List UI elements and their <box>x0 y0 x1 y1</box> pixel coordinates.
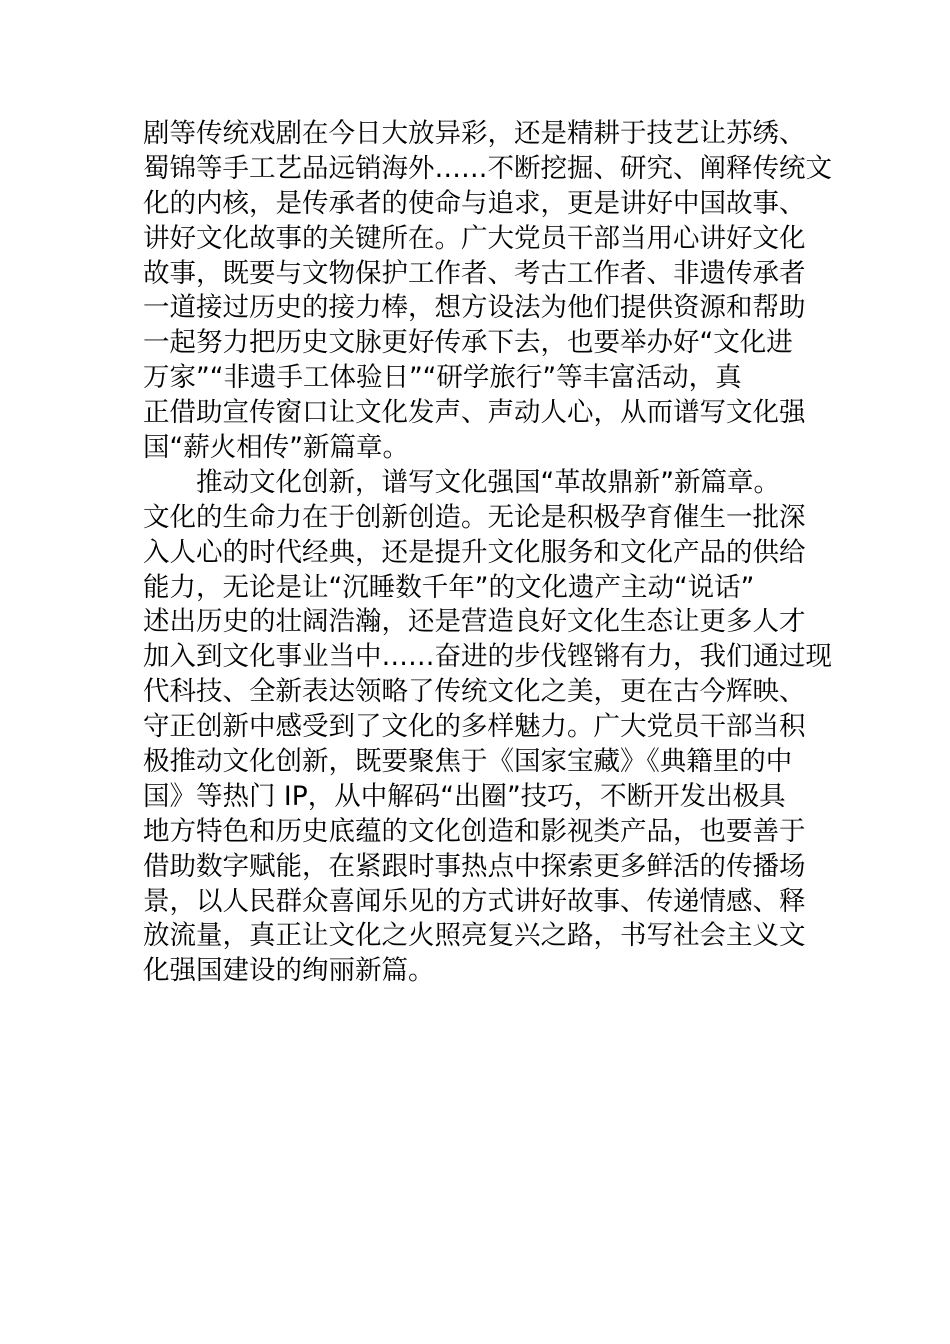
text-line: 讲好文化故事的关键所在。广大党员干部当用心讲好文化 <box>143 222 806 254</box>
text-line: 剧等传统戏剧在今日大放异彩，还是精耕于技艺让苏绣、 <box>143 118 806 149</box>
text-line: 正借助宣传窗口让文化发声、声动人心，从而谱写文化强 <box>143 397 806 429</box>
text-line: 万家”“非遗手工体验日”“研学旅行”等丰富活动，真 <box>143 362 742 394</box>
text-line: 国》等热门 IP，从中解码“出圈”技巧，不断开发出极具 <box>143 780 786 812</box>
text-line: 守正创新中感受到了文化的多样魅力。广大党员干部当积 <box>143 711 806 743</box>
text-line: 化强国建设的绚丽新篇。 <box>143 955 435 987</box>
paragraph-heading-line: 推动文化创新，谱写文化强国“革故鼎新”新篇章。 <box>196 466 780 498</box>
text-line: 一起努力把历史文脉更好传承下去，也要举办好“文化进 <box>143 327 793 359</box>
text-line: 地方特色和历史底蕴的文化创造和影视类产品，也要善于 <box>143 815 806 847</box>
body-text <box>143 117 832 989</box>
text-line: 入人心的时代经典，还是提升文化服务和文化产品的供给 <box>143 536 806 568</box>
text-line: 极推动文化创新，既要聚焦于《国家宝藏》《典籍里的中 <box>143 746 793 778</box>
text-line: 借助数字赋能，在紧跟时事热点中探索更多鲜活的传播场 <box>143 850 806 882</box>
text-line: 能力，无论是让“沉睡数千年”的文化遗产主动“说话” <box>143 571 755 603</box>
text-line: 放流量，真正让文化之火照亮复兴之路，书写社会主义文 <box>143 920 806 952</box>
text-line: 故事，既要与文物保护工作者、考古工作者、非遗传承者 <box>143 257 806 289</box>
text-line: 一道接过历史的接力棒，想方设法为他们提供资源和帮助 <box>143 292 806 324</box>
text-line: 加入到文化事业当中……奋进的步伐铿锵有力，我们通过现 <box>143 641 832 673</box>
text-line: 化的内核，是传承者的使命与追求，更是讲好中国故事、 <box>143 187 806 219</box>
text-line: 景，以人民群众喜闻乐见的方式讲好故事、传递情感、释 <box>143 885 806 917</box>
text-line: 代科技、全新表达领略了传统文化之美，更在古今辉映、 <box>143 676 806 708</box>
text-line: 述出历史的壮阔浩瀚，还是营造良好文化生态让更多人才 <box>143 606 806 638</box>
text-line: 国“薪火相传”新篇章。 <box>143 432 409 464</box>
text-line: 文化的生命力在于创新创造。无论是积极孕育催生一批深 <box>143 501 806 533</box>
text-line: 蜀锦等手工艺品远销海外……不断挖掘、研究、阐释传统文 <box>143 152 832 184</box>
